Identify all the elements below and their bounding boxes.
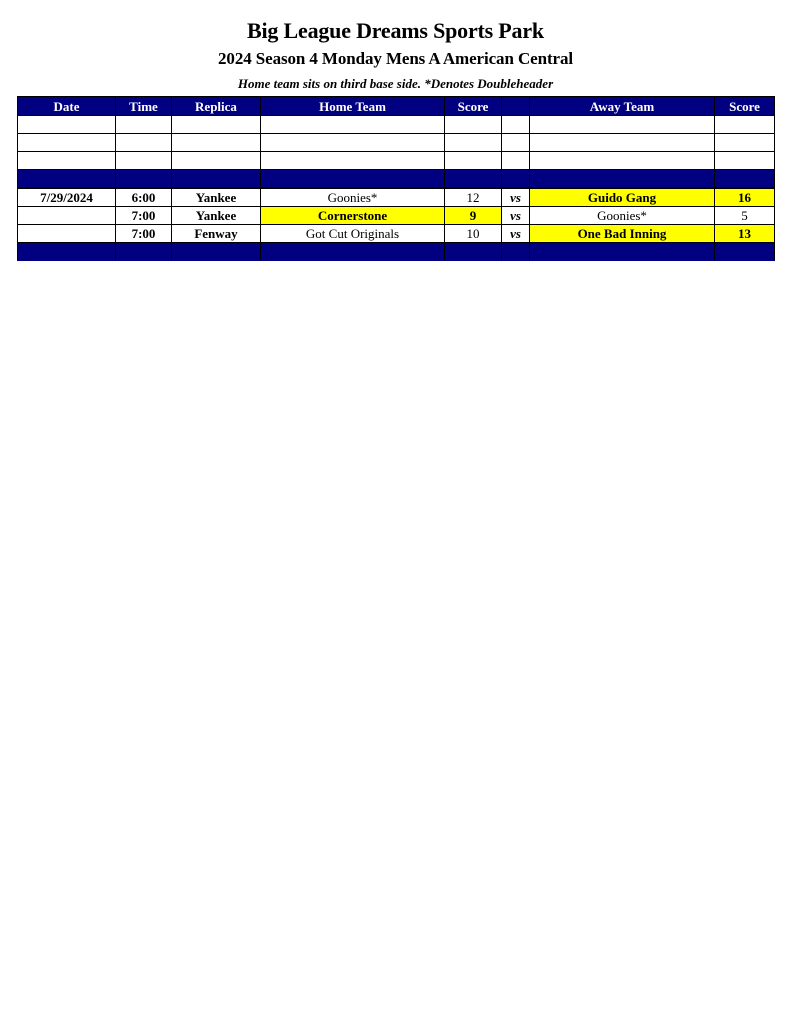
away-team: Goonies* bbox=[530, 207, 715, 225]
away-score: 5 bbox=[715, 207, 775, 225]
column-header-time: Time bbox=[116, 97, 172, 116]
vs-label: vs bbox=[502, 188, 530, 207]
home-team: Goonies* bbox=[261, 188, 445, 207]
game-time: 6:00 bbox=[116, 188, 172, 207]
game-replica: Yankee bbox=[172, 188, 261, 207]
empty-row bbox=[18, 116, 775, 134]
divider-band bbox=[18, 243, 775, 261]
game-date bbox=[18, 207, 116, 225]
divider-band bbox=[18, 170, 775, 189]
away-team: Guido Gang bbox=[530, 188, 715, 207]
column-header-home-score: Score bbox=[445, 97, 502, 116]
vs-label: vs bbox=[502, 225, 530, 243]
game-date: 7/29/2024 bbox=[18, 188, 116, 207]
home-score: 9 bbox=[445, 207, 502, 225]
game-date bbox=[18, 225, 116, 243]
column-header-replica: Replica bbox=[172, 97, 261, 116]
away-score: 13 bbox=[715, 225, 775, 243]
vs-label: vs bbox=[502, 207, 530, 225]
home-team: Cornerstone bbox=[261, 207, 445, 225]
table-row bbox=[18, 188, 775, 207]
home-score: 12 bbox=[445, 188, 502, 207]
schedule-note: Home team sits on third base side. *Denotes Doubleheader bbox=[237, 76, 554, 91]
table-header-row bbox=[18, 97, 775, 116]
table-row bbox=[18, 225, 775, 243]
page-title: Big League Dreams Sports Park bbox=[247, 18, 544, 43]
column-header-away-team: Away Team bbox=[530, 97, 715, 116]
column-header-home-team: Home Team bbox=[261, 97, 445, 116]
game-replica: Yankee bbox=[172, 207, 261, 225]
away-team: One Bad Inning bbox=[530, 225, 715, 243]
column-header-date: Date bbox=[18, 97, 116, 116]
game-time: 7:00 bbox=[116, 225, 172, 243]
empty-row bbox=[18, 152, 775, 170]
home-team: Got Cut Originals bbox=[261, 225, 445, 243]
away-score: 16 bbox=[715, 188, 775, 207]
column-header-vs bbox=[502, 97, 530, 116]
game-time: 7:00 bbox=[116, 207, 172, 225]
empty-row bbox=[18, 134, 775, 152]
table-row bbox=[18, 207, 775, 225]
game-replica: Fenway bbox=[172, 225, 261, 243]
home-score: 10 bbox=[445, 225, 502, 243]
schedule-subtitle: 2024 Season 4 Monday Mens A American Central bbox=[218, 49, 573, 68]
schedule-table bbox=[17, 96, 775, 261]
column-header-away-score: Score bbox=[715, 97, 775, 116]
